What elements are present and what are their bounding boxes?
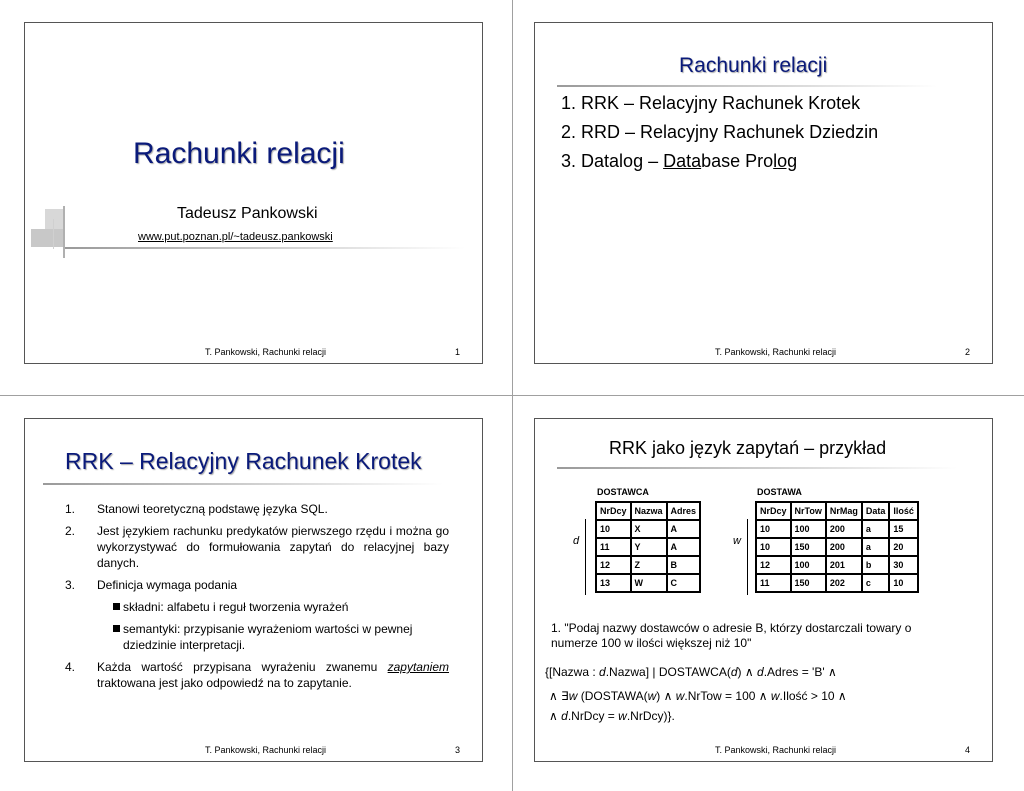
row-variable-d: d — [573, 535, 580, 547]
table-name-dostawa: DOSTAWA — [757, 487, 802, 497]
column-header: Data — [862, 502, 890, 520]
slide-title: Rachunki relacji — [133, 137, 345, 170]
table-header-row — [596, 502, 700, 520]
decor-line — [53, 219, 54, 249]
title-underline — [557, 85, 937, 87]
column-header: NrDcy — [596, 502, 631, 520]
horizontal-divider — [0, 395, 1024, 396]
footer-author: T. Pankowski, Rachunki relacji — [205, 745, 327, 755]
page-number: 4 — [964, 745, 970, 755]
sub-list-item: semantyki: przypisanie wyrażeniom wartości w pewnej dziedzinie interpretacji. — [65, 621, 449, 653]
slide-title: RRK jako język zapytań – przykład — [609, 438, 887, 458]
slide-2 — [534, 22, 993, 364]
title-underline — [557, 467, 957, 469]
slide-title: Rachunki relacji — [679, 54, 828, 77]
list-item: 3. Datalog – Database Prolog — [561, 151, 798, 171]
table-header-row — [756, 502, 918, 520]
page-number: 3 — [454, 745, 460, 755]
table-row: 10 X A — [596, 520, 700, 538]
decor-square — [31, 229, 63, 247]
column-header: NrTow — [791, 502, 826, 520]
table-row: 11 150 202 c 10 — [756, 574, 918, 592]
footer-author: T. Pankowski, Rachunki relacji — [205, 347, 327, 357]
sub-list-item: składni: alfabetu i reguł tworzenia wyrażeń — [65, 599, 449, 615]
column-header: Adres — [667, 502, 701, 520]
row-variable-w: w — [733, 535, 741, 547]
row-arrow — [585, 519, 586, 595]
slide-1 — [24, 22, 483, 364]
row-arrow — [747, 519, 748, 595]
list-item: 2. RRD – Relacyjny Rachunek Dziedzin — [561, 122, 879, 142]
title-underline — [43, 483, 443, 485]
decor-line — [65, 247, 465, 249]
decor-line — [63, 206, 65, 258]
column-header: NrMag — [826, 502, 862, 520]
column-header: Ilość — [889, 502, 918, 520]
slide-4 — [534, 418, 993, 762]
column-header: NrDcy — [756, 502, 791, 520]
column-header: Nazwa — [631, 502, 667, 520]
table-row: 12 Z B — [596, 556, 700, 574]
footer-author: T. Pankowski, Rachunki relacji — [715, 745, 837, 755]
table-row: 12 100 201 b 30 — [756, 556, 918, 574]
table-row: 10 100 200 a 15 — [756, 520, 918, 538]
list-item: 2. Jest językiem rachunku predykatów pierwszego rzędu i można go wykorzystywać do formułowania zapytań do relacyjnej bazy danych. — [65, 524, 449, 570]
list-item: 3. Definicja wymaga podania — [65, 578, 238, 592]
list-item: 1. RRK – Relacyjny Rachunek Krotek — [561, 93, 861, 113]
bullet-icon — [113, 603, 120, 610]
formula-line-2: ∧ ∃w (DOSTAWA(w) ∧ w.NrTow = 100 ∧ w.Ilość > 10 ∧ — [549, 689, 847, 703]
query-text: 1. "Podaj nazwy dostawców o adresie B, którzy dostarczali towary o numerze 100 w ilości większej niż 10" — [551, 621, 912, 650]
formula-line-3: ∧ d.NrDcy = w.NrDcy)}. — [549, 709, 675, 723]
outline-list — [561, 89, 878, 176]
bullet-icon — [113, 625, 120, 632]
table-name-dostawca: DOSTAWCA — [597, 487, 649, 497]
table-row: 13 W C — [596, 574, 700, 592]
table-row: 10 150 200 a 20 — [756, 538, 918, 556]
slide-title: RRK – Relacyjny Rachunek Krotek — [65, 448, 422, 474]
formula-line-1: {[Nazwa : d.Nazwa] | DOSTAWCA(d) ∧ d.Adres = 'B' ∧ — [545, 665, 837, 679]
author-url-link[interactable]: www.put.poznan.pl/~tadeusz.pankowski — [138, 231, 333, 243]
numbered-list — [65, 501, 449, 697]
list-item: 4. Każda wartość przypisana wyrażeniu zwanemu zapytaniem traktowana jest jako odpowiedź na to zapytanie. — [65, 660, 449, 690]
author-name: Tadeusz Pankowski — [177, 205, 318, 222]
page-number: 1 — [454, 347, 460, 357]
table-dostawca — [595, 501, 701, 593]
list-item: 1. Stanowi teoretyczną podstawę języka SQL. — [65, 502, 328, 516]
decor-square — [45, 209, 63, 229]
page-number: 2 — [964, 347, 970, 357]
footer-author: T. Pankowski, Rachunki relacji — [715, 347, 837, 357]
slide-3 — [24, 418, 483, 762]
table-dostawa — [755, 501, 919, 593]
table-row: 11 Y A — [596, 538, 700, 556]
